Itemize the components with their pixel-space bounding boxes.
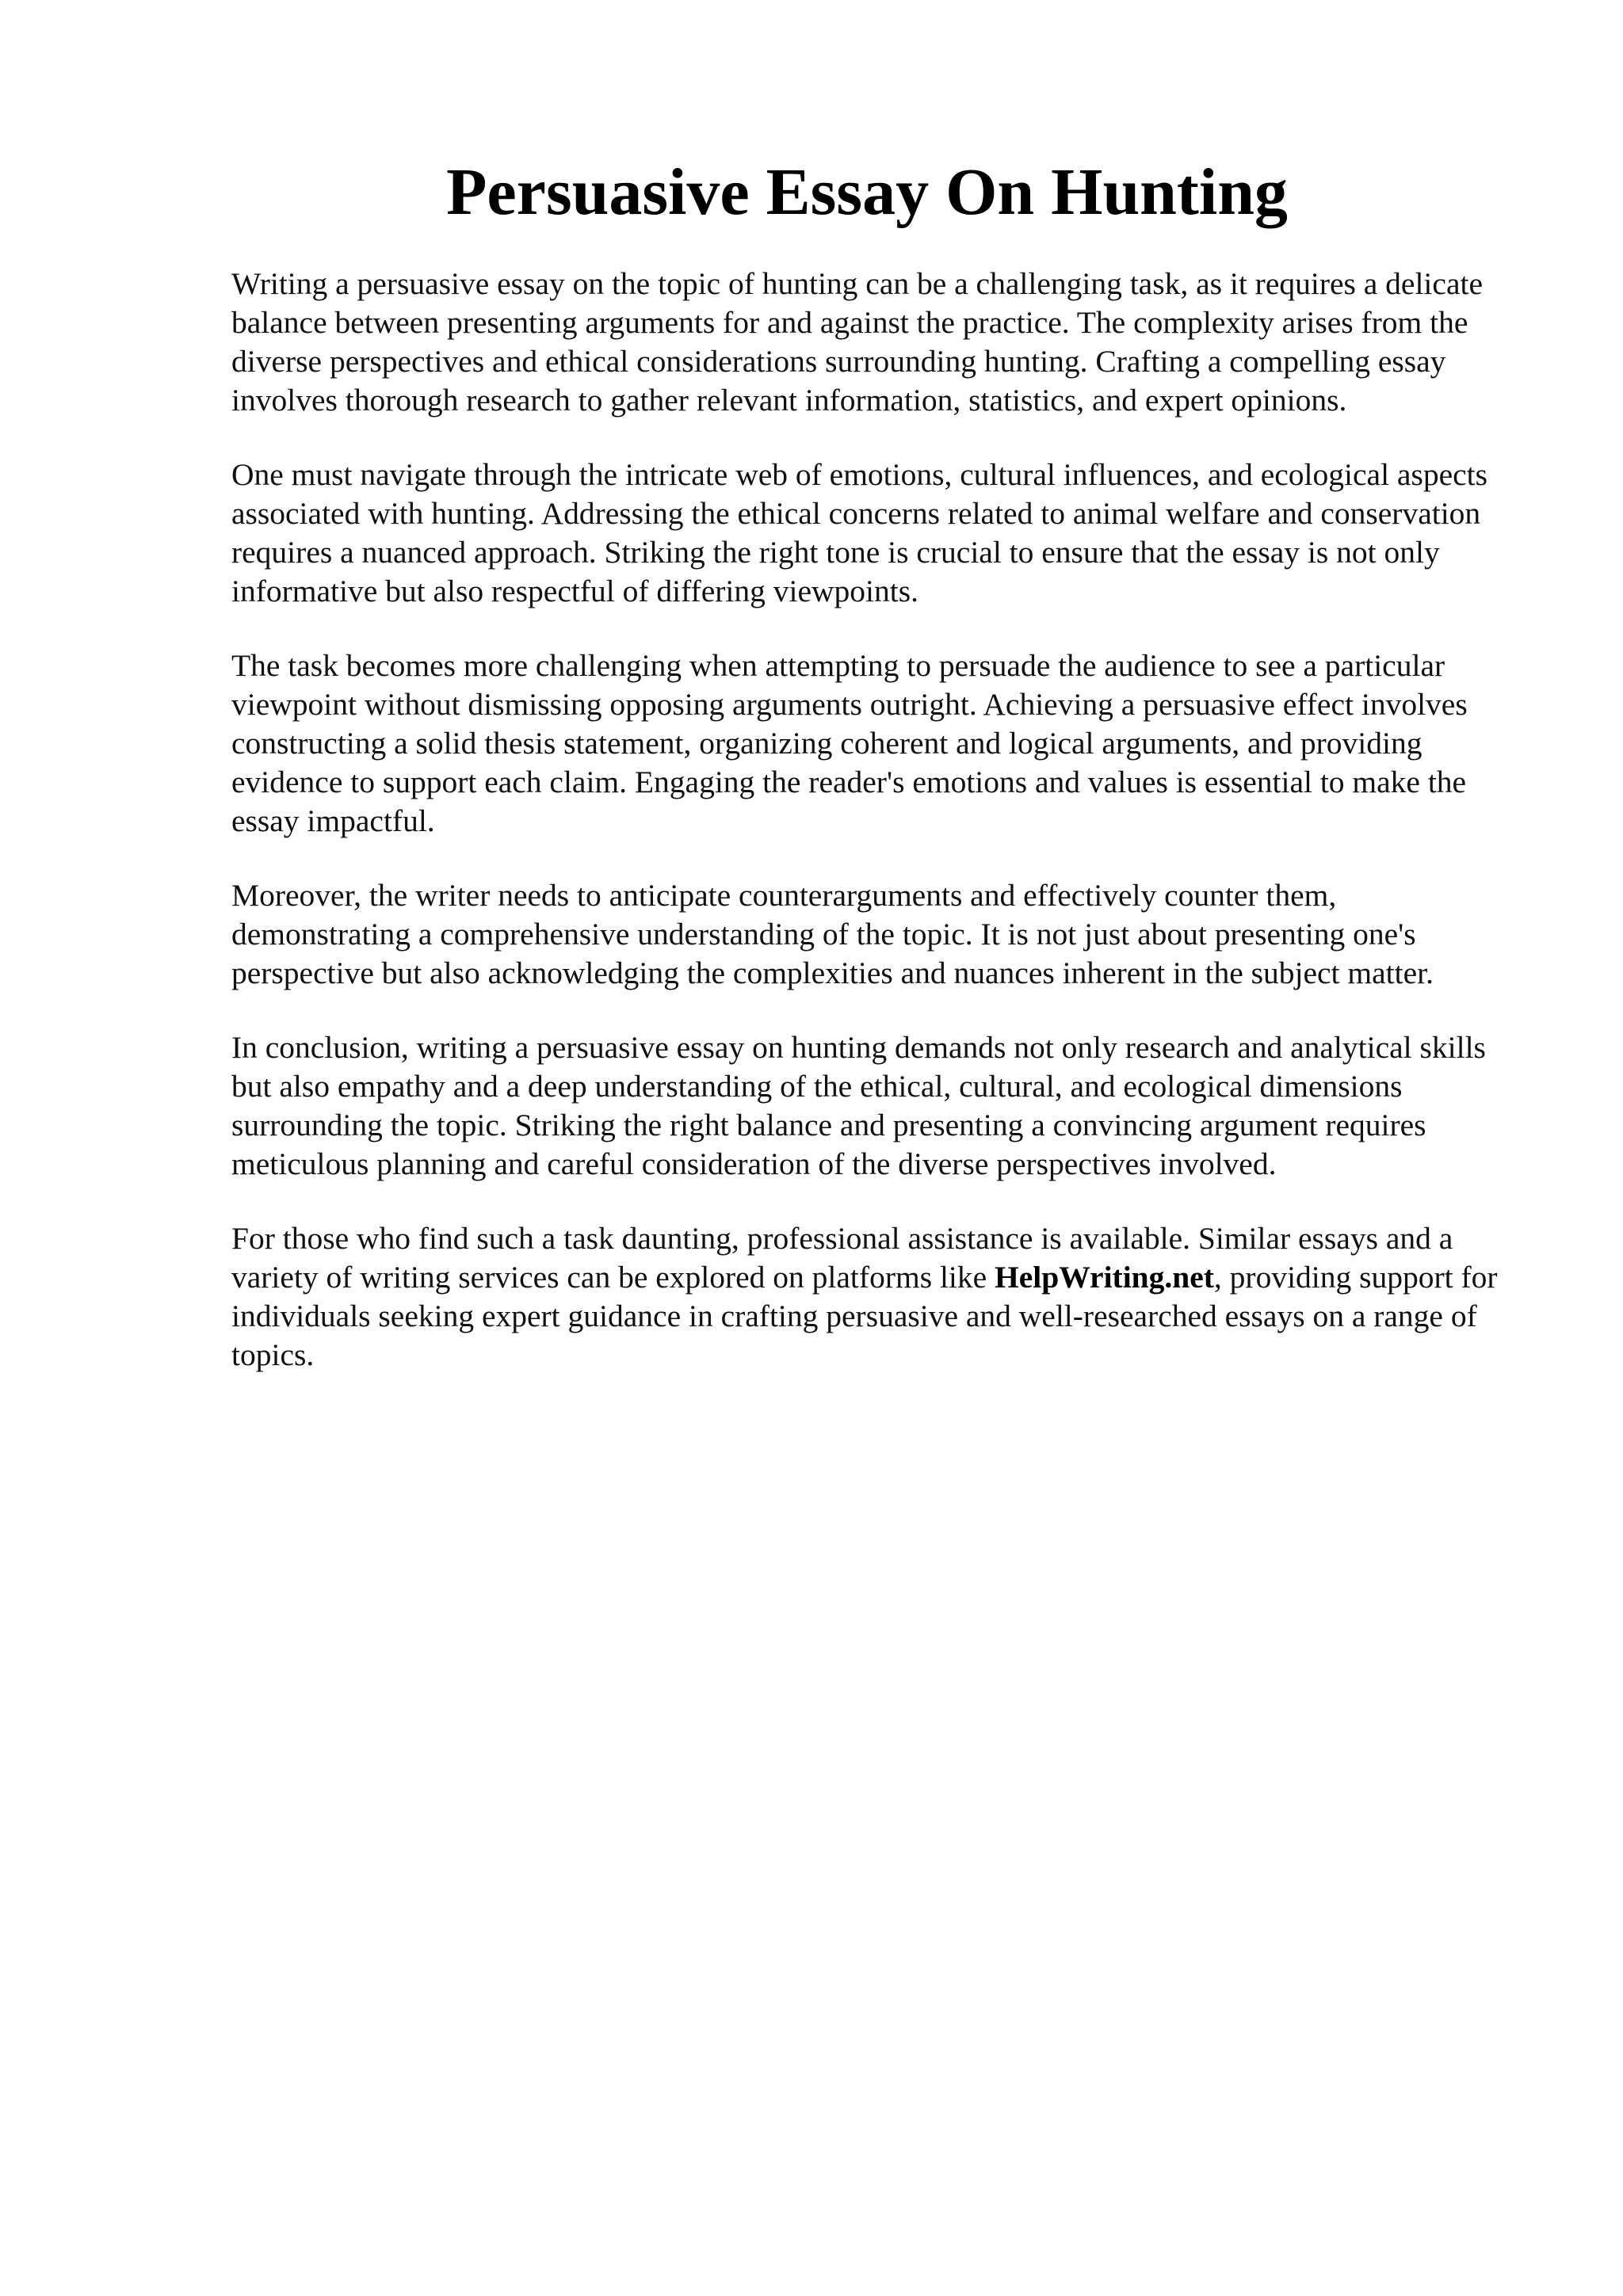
- paragraph-6-before-link: For those who find such a task daunting, professional assistance is available. Similar essays and a variety of writing services can be explored on platforms like: [231, 1221, 1453, 1295]
- paragraph-1: Writing a persuasive essay on the topic of hunting can be a challenging task, as it requires a delicate balance between presenting arguments for and against the practice. The complexity arises from the diverse perspectives and ethical considerations surrounding hunting. Crafting a compelling essay involves thorough research to gather relevant information, statistics, and expert opinions.: [231, 266, 1483, 418]
- paragraph-6: [231, 1219, 1515, 1375]
- paragraph-4: Moreover, the writer needs to anticipate counterarguments and effectively counter them, demonstrating a comprehensive understanding of the topic. It is not just about presenting one's perspective but also acknowledging the complexities and nuances inherent in the subject matter.: [231, 878, 1434, 990]
- paragraph-6-after-link: , providing support for individuals seeking expert guidance in crafting persuasive and well-researched essays on a range of topics.: [231, 1260, 1498, 1372]
- paragraph-2: One must navigate through the intricate web of emotions, cultural influences, and ecological aspects associated with hunting. Addressing the ethical concerns related to animal welfare and conservation requires a nuanced approach. Striking the right tone is crucial to ensure that the essay is not only informative but also respectful of differing viewpoints.: [231, 457, 1487, 608]
- helpwriting-link[interactable]: HelpWriting.net: [995, 1260, 1214, 1295]
- paragraph-3: The task becomes more challenging when attempting to persuade the audience to see a particular viewpoint without dismissing opposing arguments outright. Achieving a persuasive effect involves constructing a solid thesis statement, organizing coherent and logical arguments, and providing evidence to support each claim. Engaging the reader's emotions and values is essential to make the essay impactful.: [231, 648, 1468, 838]
- page-title: Persuasive Essay On Hunting: [446, 155, 1288, 229]
- paragraph-5: In conclusion, writing a persuasive essay on hunting demands not only research and analytical skills but also empathy and a deep understanding of the ethical, cultural, and ecological dimensions surrounding the topic. Striking the right balance and presenting a convincing argument requires meticulous planning and careful consideration of the diverse perspectives involved.: [231, 1030, 1486, 1181]
- essay-body: [231, 265, 1515, 1410]
